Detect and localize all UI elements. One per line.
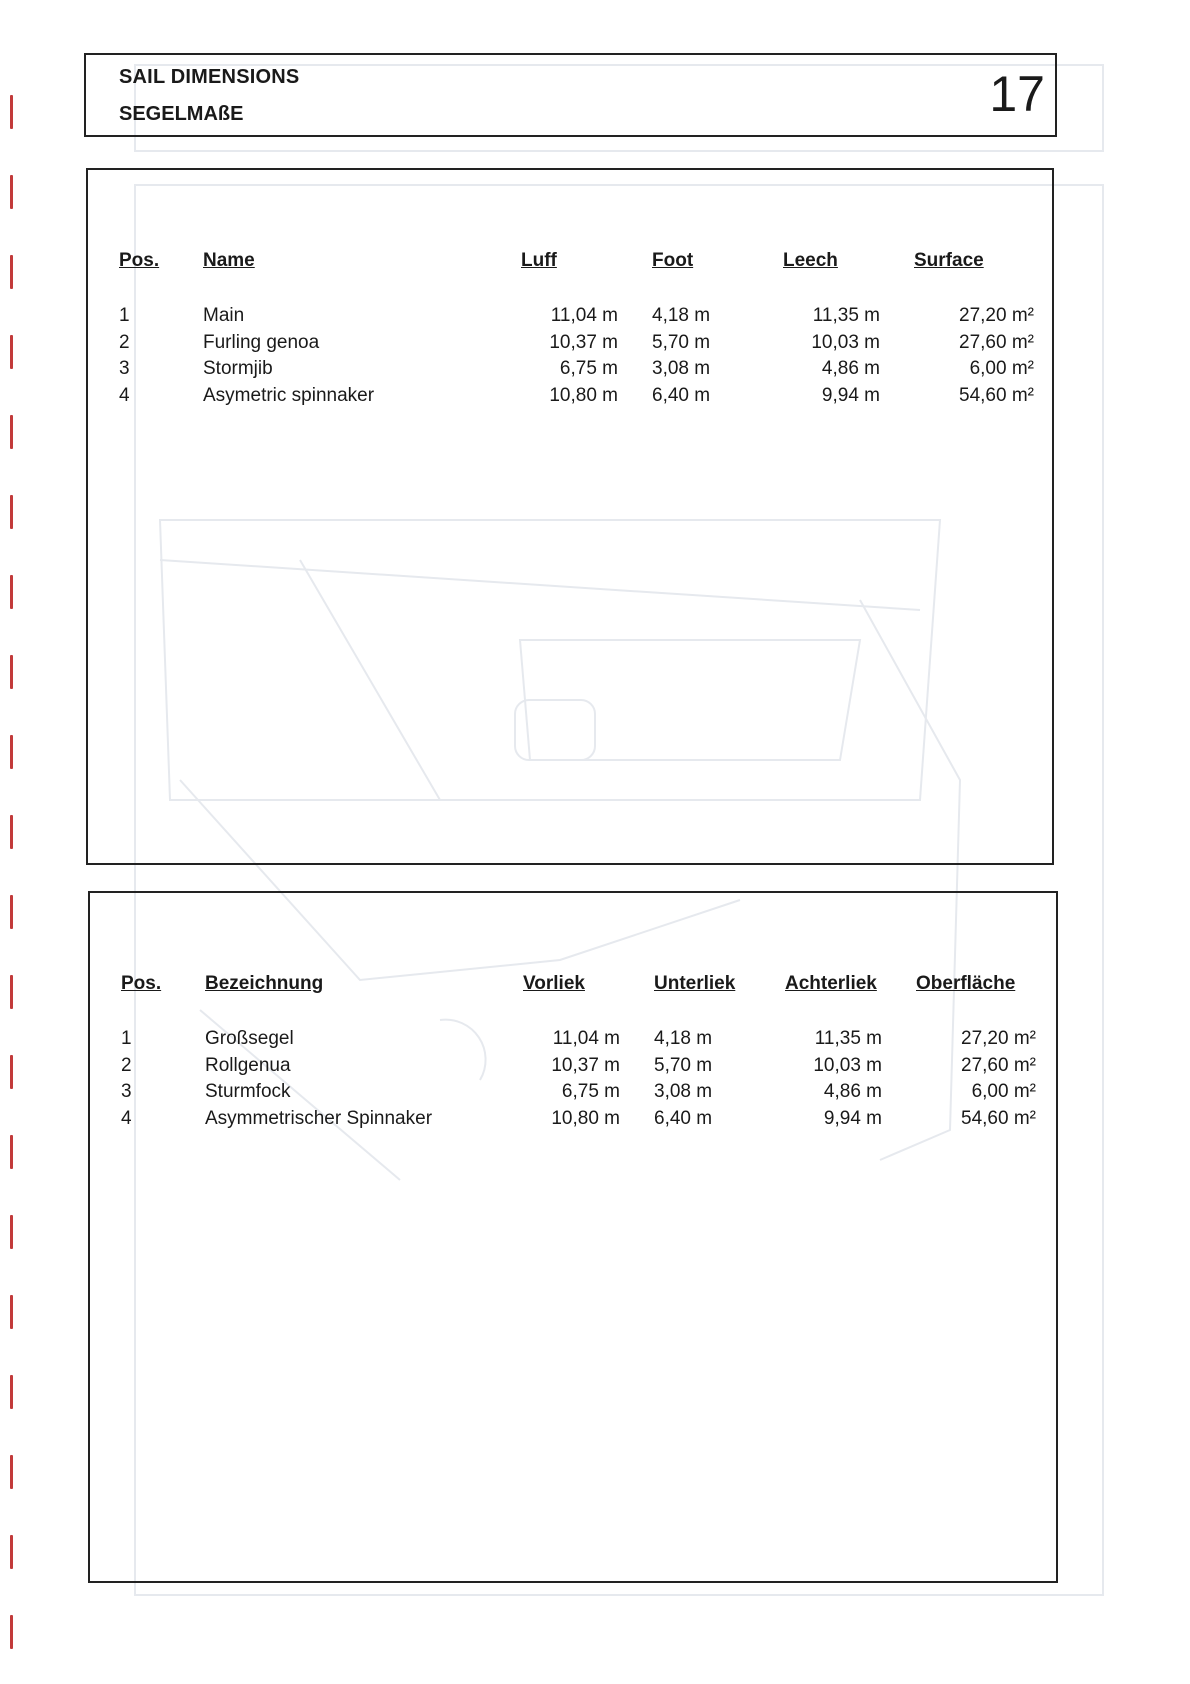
cell-pos: 3 bbox=[119, 358, 130, 379]
column-header-leech: Leech bbox=[783, 250, 838, 271]
cell-name: Sturmfock bbox=[205, 1081, 291, 1102]
table-row bbox=[121, 1081, 1036, 1108]
cell-name: Asymmetrischer Spinnaker bbox=[205, 1107, 433, 1129]
cell-surface: 27,60 m² bbox=[959, 331, 1034, 353]
cell-luff: 10,80 m bbox=[549, 384, 618, 406]
cell-surface: 6,00 m² bbox=[969, 358, 1034, 379]
cell-pos: 2 bbox=[119, 331, 130, 353]
cell-vorliek: 6,75 m bbox=[561, 1081, 620, 1102]
column-header-bezeichnung: Bezeichnung bbox=[205, 973, 324, 994]
cell-foot: 3,08 m bbox=[652, 358, 711, 379]
table-row bbox=[119, 305, 1034, 332]
column-header-surface: Surface bbox=[914, 250, 984, 271]
column-header-luff: Luff bbox=[521, 250, 557, 271]
cell-leech: 10,03 m bbox=[811, 331, 880, 353]
cell-pos: 4 bbox=[121, 1107, 132, 1129]
cell-vorliek: 10,80 m bbox=[551, 1107, 620, 1129]
column-header-pos: Pos. bbox=[121, 973, 162, 994]
cell-name: Main bbox=[203, 305, 245, 326]
cell-pos: 3 bbox=[121, 1081, 132, 1102]
table-row bbox=[121, 1028, 1036, 1055]
table-row bbox=[119, 332, 1034, 359]
cell-pos: 2 bbox=[121, 1054, 132, 1076]
cell-unterliek: 6,40 m bbox=[654, 1107, 713, 1129]
column-header-vorliek: Vorliek bbox=[523, 973, 585, 994]
cell-oberflaeche: 54,60 m² bbox=[961, 1107, 1036, 1129]
cell-achterliek: 10,03 m bbox=[813, 1054, 882, 1076]
cell-name: Asymetric spinnaker bbox=[203, 384, 375, 406]
column-header-pos: Pos. bbox=[119, 250, 160, 271]
cell-oberflaeche: 27,20 m² bbox=[961, 1028, 1036, 1049]
table-header-row bbox=[121, 973, 1036, 1003]
cell-foot: 4,18 m bbox=[652, 305, 711, 326]
cell-pos: 4 bbox=[119, 384, 130, 406]
cell-luff: 6,75 m bbox=[559, 358, 618, 379]
cell-vorliek: 11,04 m bbox=[552, 1028, 620, 1049]
sail-dimensions-table-english bbox=[119, 250, 1034, 411]
column-header-unterliek: Unterliek bbox=[654, 973, 736, 994]
sail-table-english-panel bbox=[86, 168, 1054, 865]
cell-unterliek: 3,08 m bbox=[654, 1081, 713, 1102]
sail-dimensions-table-german bbox=[121, 973, 1036, 1134]
cell-foot: 6,40 m bbox=[652, 384, 711, 406]
table-row bbox=[121, 1108, 1036, 1135]
column-header-oberflaeche: Oberfläche bbox=[916, 973, 1016, 994]
page-number: 17 bbox=[989, 66, 1045, 122]
cell-leech: 9,94 m bbox=[821, 384, 880, 406]
table-row bbox=[121, 1055, 1036, 1082]
cell-name: Stormjib bbox=[203, 358, 273, 379]
cell-vorliek: 10,37 m bbox=[551, 1054, 620, 1076]
cell-surface: 27,20 m² bbox=[959, 305, 1034, 326]
cell-luff: 10,37 m bbox=[549, 331, 618, 353]
binding-marks bbox=[10, 0, 16, 1684]
cell-surface: 54,60 m² bbox=[959, 384, 1034, 406]
table-header-row bbox=[119, 250, 1034, 280]
cell-achterliek: 11,35 m bbox=[814, 1028, 882, 1049]
cell-pos: 1 bbox=[121, 1028, 132, 1049]
cell-name: Großsegel bbox=[205, 1028, 294, 1049]
title-english: SAIL DIMENSIONS bbox=[119, 66, 300, 88]
cell-leech: 4,86 m bbox=[821, 358, 880, 379]
cell-foot: 5,70 m bbox=[652, 331, 711, 353]
sail-table-german-panel bbox=[88, 891, 1058, 1583]
cell-achterliek: 9,94 m bbox=[823, 1107, 882, 1129]
cell-pos: 1 bbox=[119, 305, 130, 326]
cell-achterliek: 4,86 m bbox=[823, 1081, 882, 1102]
cell-luff: 11,04 m bbox=[550, 305, 618, 326]
column-header-achterliek: Achterliek bbox=[785, 973, 877, 994]
column-header-name: Name bbox=[203, 250, 255, 271]
cell-name: Furling genoa bbox=[203, 331, 320, 353]
cell-unterliek: 4,18 m bbox=[654, 1028, 713, 1049]
table-row bbox=[119, 385, 1034, 412]
page-header bbox=[84, 53, 1057, 137]
cell-oberflaeche: 27,60 m² bbox=[961, 1054, 1036, 1076]
cell-leech: 11,35 m bbox=[812, 305, 880, 326]
table-row bbox=[119, 358, 1034, 385]
title-german: SEGELMAßE bbox=[119, 103, 244, 125]
cell-unterliek: 5,70 m bbox=[654, 1054, 713, 1076]
column-header-foot: Foot bbox=[652, 250, 694, 271]
cell-oberflaeche: 6,00 m² bbox=[971, 1081, 1036, 1102]
cell-name: Rollgenua bbox=[205, 1054, 291, 1076]
